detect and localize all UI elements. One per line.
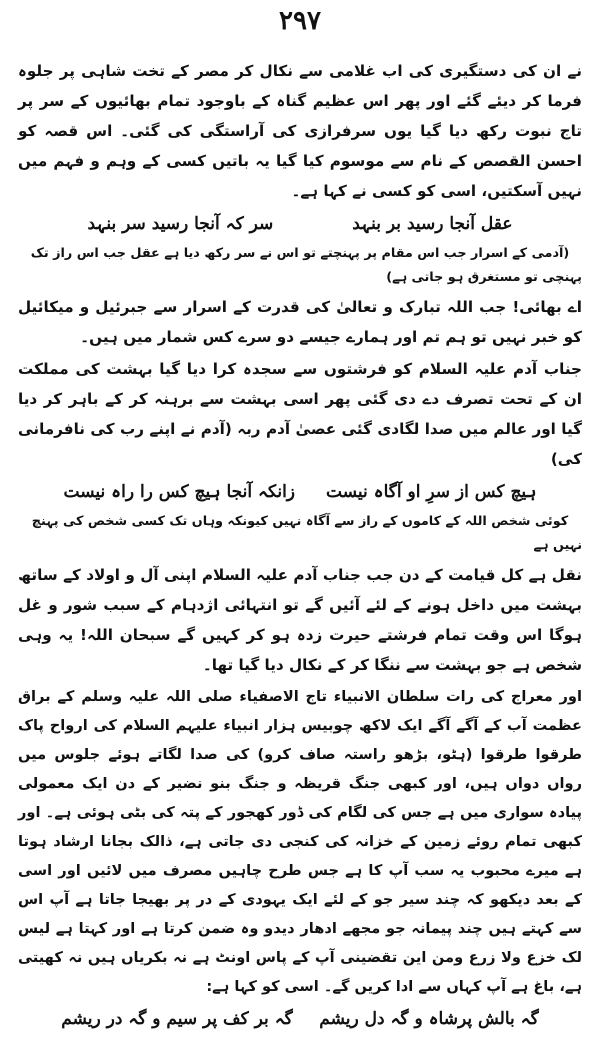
- paragraph-3: جناب آدم علیہ السلام کو فرشتوں سے سجدہ کرا دیا گیا بہشت کی مملکت ان کے تحت تصرف دے دی گئی پھر اسی بہشت سے برہنہ کر کے باہر کر دیا گیا اور عالم میں صدا لگادی گئی عصیٰ آدم ربہ (آدم نے اپنے رب کی نافرمانی کی): [18, 360, 582, 468]
- verse-couplet-2: [48, 476, 552, 508]
- paragraph-5: اور معراج کی رات سلطان الانبیاء تاج الاصفیاء صلی اللہ علیہ وسلم کے براق عظمت آب کے آگے آگے ایک لاکھ چوبیس ہزار انبیاء علیہم السلام کی ارواح پاک طرقوا طرقوا (ہٹو، بڑھو راستہ صاف کرو) کی صدا لگاتے ہوئے جلوس میں رواں دواں ہیں، اور کبھی جنگ قریظہ و جنگ بنو نضیر کے دن ایک معمولی پیادہ سواری میں ہے جس کی لگام کی ڈور کھجور کے پتہ کی بٹی ہوئی ہے۔ اور کبھی تمام روئے زمین کے خزانہ کی کنجی دی جاتی ہے، ذالک بجانا ارشاد ہوتا ہے میرے محبوب یہ سب آپ کا ہے جس طرح چاہیں مصرف میں لائیں اور اسی کے بعد دیکھو کہ چند سیر جو کے لئے ایک یہودی کے در پر بھیجا جاتا ہے آپ اس سے کہتے ہیں چند پیمانہ جو مجھے ادھار دیدو وہ ضمن کرتا ہے اور کہتا ہے لیس لک خزع ولا زرع ومن این تقضینی آپ کے پاس اونٹ ہے نہ بکریاں ہیں نہ کھیتی ہے، باغ ہے آپ کہاں سے ادا کریں گے۔ اسی کو کہا ہے:: [18, 688, 582, 995]
- verse-1-left: سر کہ آنجا رسید سر بنہد: [87, 214, 274, 234]
- verse-2-translation: کوئی شخص اللہ کے کاموں کے راز سے آگاہ نہیں کیونکہ وہاں تک کسی شخص کی پہنچ نہیں ہے: [31, 514, 582, 553]
- paragraph-2: اے بھائی! جب اللہ تبارک و تعالیٰ کی قدرت کے اسرار سے جبرئیل و میکائیل کو خبر نہیں تو ہم تم اور ہمارے جیسے دو سرے کس شمار میں ہیں۔: [18, 298, 582, 346]
- paragraph-1: نے ان کی دستگیری کی اب غلامی سے نکال کر مصر کے تخت شاہی پر جلوہ فرما کر دیئے گئے اور پھر اس عظیم گناہ کے باوجود تمام بھائیوں کے سر پر تاج نبوت رکھ دیا گیا یوں سرفرازی کی آراستگی کی گئی۔ اس قصہ کو احسن القصص کے نام سے موسوم کیا گیا یہ باتیں کسی کے وہم و فہم میں نہیں آسکتیں، اسی کو کسی نے کہا ہے۔: [18, 62, 582, 200]
- paragraph-4: نقل ہے کل قیامت کے دن جب جناب آدم علیہ السلام اپنی آل و اولاد کے ساتھ بہشت میں داخل ہونے کے لئے آئیں گے تو انتہائی اژدہام کے سبب شور و غل ہوگا اس وقت تمام فرشتے حیرت زدہ ہو کر کہیں گے سبحان اللہ! یہ وہی شخص ہے جو بہشت سے ننگا کر کے نکال دیا گیا تھا۔: [18, 566, 582, 674]
- verse-2-left: زانکہ آنجا ہیچ کس را راہ نیست: [63, 482, 296, 502]
- verse-couplet-1: [48, 208, 552, 240]
- verse-1-right: عقل آنجا رسید بر بنہد: [352, 214, 513, 234]
- page-body: [18, 56, 582, 1037]
- verse-1-translation: (آدمی کے اسرار جب اس مقام پر پہنچتے تو اس نے سر رکھ دیا ہے عقل جب اس راز تک پہنچی تو مستغرق ہو جاتی ہے): [30, 246, 582, 285]
- verse-3-right: گہ بالش پرشاہ و گہ دل ریشم: [319, 1009, 539, 1029]
- page-number: ۲۹۷: [279, 6, 321, 36]
- verse-2-right: ہیچ کس از سرِ او آگاہ نیست: [326, 482, 537, 502]
- verse-couplet-3: [48, 1003, 552, 1035]
- verse-3-left: گہ بر کف پر سیم و گہ در ریشم: [61, 1009, 293, 1029]
